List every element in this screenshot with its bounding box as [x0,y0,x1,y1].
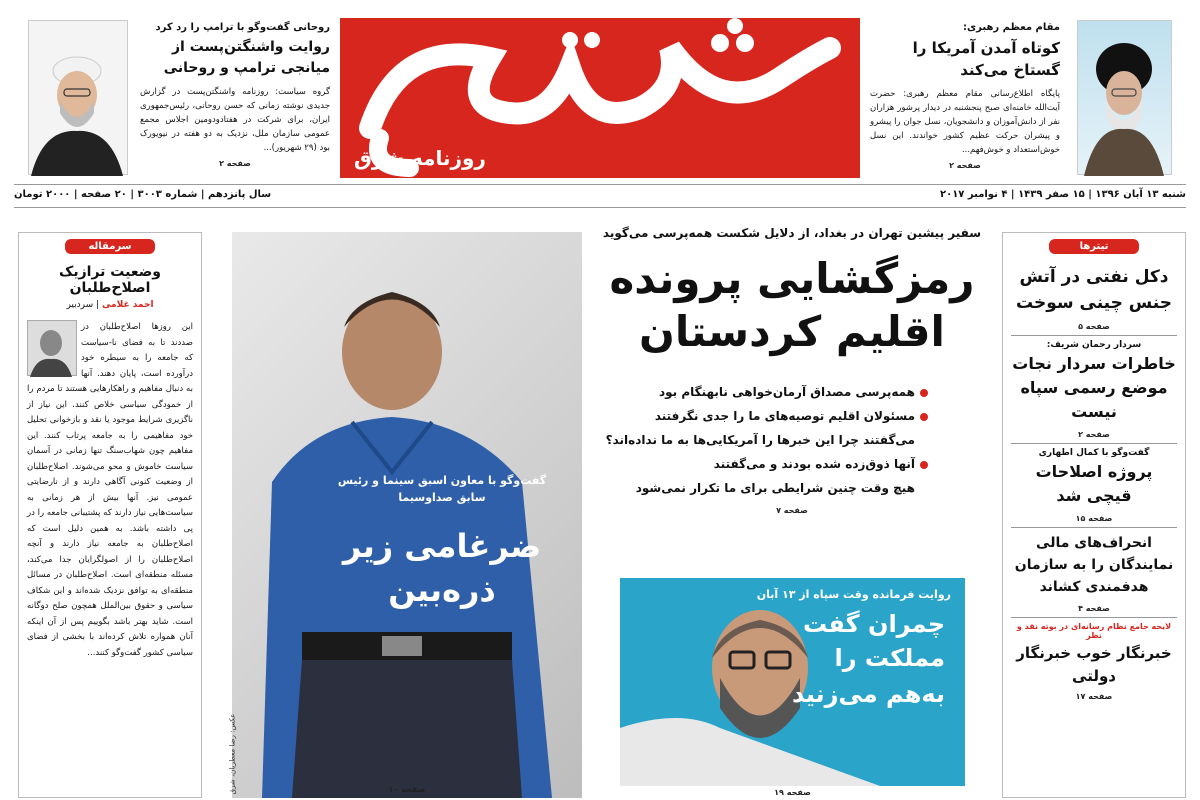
headline-title: پروژه اصلاحات قیچی شد [1035,462,1153,505]
editorial-author: احمد غلامی [101,300,154,310]
chamran-feature[interactable] [620,578,965,786]
divider [1011,617,1177,618]
headline-page: صفحه ۵ [1078,322,1110,331]
photo-feature[interactable] [228,232,582,798]
story-title: روایت واشنگتن‌پست از میانجی ترامپ و روحانی [163,39,330,76]
headline-item[interactable] [1011,532,1177,613]
leader-portrait [1077,20,1172,175]
headline-title: خبرنگار خوب خبرنگار دولتی [1016,644,1172,685]
right-masthead-story[interactable] [870,22,1060,170]
date-line: شنبه ۱۳ آبان ۱۳۹۶ | ۱۵ صفر ۱۴۳۹ | ۴ نوامبر ۲۰۱۷ [939,189,1186,200]
headline-kicker: سردار رحمان شریف: [1046,340,1142,350]
newspaper-logo [340,18,860,178]
info-bar-bottom-line [14,207,1186,208]
bullet-icon [920,461,928,469]
bullet-icon [920,413,928,421]
author-portrait [27,320,77,376]
lead-kicker: سفیر پیشین تهران در بغداد، از دلایل شکست همه‌پرسی می‌گوید [602,226,982,240]
issue-line: سال پانزدهم | شماره ۳۰۰۳ | ۲۰ صفحه | ۲۰۰۰ تومان [14,189,272,200]
lead-bullet: همه‌پرسی مصداق آرمان‌خواهی نابهنگام بود [596,380,928,404]
photo-credit: عکس: رضا معطریان، شرق [228,713,237,795]
chamran-title-3: به‌هم می‌زنید [791,680,945,708]
headline-item[interactable] [1011,340,1177,439]
divider [1011,335,1177,336]
info-bar-top-line [14,184,1186,185]
photo-page: صفحه ۱۰ [388,785,426,794]
lead-title-1: رمزگشایی پرونده [609,254,975,303]
lead-story[interactable] [596,226,988,515]
headlines-tag: تیترها [1049,239,1139,254]
logo-text: روزنامه شرق [354,146,486,170]
editorial-author-role: سردبیر [66,300,94,310]
headline-item[interactable] [1011,622,1177,701]
headline-title: دکل نفتی در آتش جنس چینی سوخت [1015,267,1172,313]
headline-item[interactable] [1011,448,1177,523]
editorial-column[interactable] [18,232,202,798]
headline-item[interactable] [1011,264,1177,331]
story-page: صفحه ۲ [949,161,981,170]
story-kicker: روحانی گفت‌وگو با ترامپ را رد کرد [155,22,330,33]
editorial-tag: سرمقاله [65,239,155,254]
story-title: کوتاه آمدن آمریکا را گستاخ می‌کند [912,39,1060,79]
headline-title: خاطرات سردار نجات موضع رسمی سپاه نیست [1012,354,1176,421]
left-masthead-story[interactable] [140,22,330,168]
masthead [0,0,1200,215]
author-separator: | [93,300,100,310]
lead-bullet-cont: می‌گفتند چرا این خبرها را آمریکایی‌ها به ما نداده‌اند؟ [605,433,915,447]
photo-title: ضرغامی زیر ذره‌بین [342,527,542,609]
divider [1011,527,1177,528]
editorial-title: وضعیت ترازیک اصلاح‌طلبان [59,264,161,296]
lead-bullet: آنها ذوق‌زده شده بودند و می‌گفتند [596,452,928,476]
headline-kicker: گفت‌وگو با کمال اطهاری [1038,448,1150,458]
headline-kicker: لایحه جامع نظام رسانه‌ای در بوته نقد و نظر [1016,622,1172,640]
headline-page: صفحه ۲ [1078,430,1110,439]
headline-title: انحراف‌های مالی نمایندگان را به سازمان هدفمندی کشاند [1014,535,1174,595]
chamran-title-2: مملکت را [834,644,945,672]
story-body: گروه سیاست: روزنامه واشنگتن‌پست در گزارش جدیدی نوشته زمانی که حسن روحانی، رئیس‌جمهوری ایران، برای شرکت در هفتادودومین اجلاس مجمع عمومی سازمان ملل، نزدیک به دو هفته در نیویورک بود (۲۹ شهریور)... [140,87,330,153]
chamran-page: صفحه ۱۹ [774,788,811,797]
man-photo [232,232,582,798]
headline-page: صفحه ۱۷ [1075,692,1113,701]
lead-page: صفحه ۷ [776,506,808,515]
story-page: صفحه ۲ [219,159,251,168]
divider [1011,443,1177,444]
lead-title-2: اقلیم کردستان [639,307,945,356]
photo-kicker: گفت‌وگو با معاون اسبق سینما و رئیس سابق صداوسیما [337,474,547,504]
chamran-kicker: روایت فرمانده وقت سپاه از ۱۳ آبان [756,588,951,601]
lead-bullets [596,380,988,500]
story-kicker: مقام معظم رهبری: [962,22,1060,33]
chamran-title-1: چمران گفت [802,610,945,638]
lead-bullet: مسئولان اقلیم توصیه‌های ما را جدی نگرفتند [596,404,928,428]
story-body: پایگاه اطلاع‌رسانی مقام معظم رهبری: حضرت آیت‌الله خامنه‌ای صبح پنجشنبه در دیدار پرشور هزاران نفر از دانش‌آموزان و دانشجویان، نسل جوان را پیشرو و پیشران حرکت عظیم کشور خواندند. این نسل خوش‌استعداد و خوش‌فهم... [870,89,1060,155]
headlines-column [1002,232,1186,798]
editorial-body: این روزها اصلاح‌طلبان در صددند تا به فضای نا-سیاست که جامعه را به سیطره خود درآورده است، پایان دهند. آنها به دنبال مفاهیم و راهکارهایی هستند تا مردم را از خمودگی سیاسی خلاص کنند. این نیاز از ناگزیری شرایط موجود یا نقد و بازخوانی تحلیل خود مفاهیمی را به جامعه پرتاب کنند. این مفاهیم چون شهاب‌سنگ تنها زمانی در آسمان سیاست خاموش و محو می‌شوند. اصلاح‌طلبان از وضعیت کنونی آگاهی دارند و از نارضایتی عمومی نیز. آنها بیش از هر زمانی به سیاست‌هایی نیاز دارند که پشتیبانی جامعه را در پی داشته باشد. به همین دلیل است که اصلاح‌طلبان به جامعه نیاز دارند و آنچه اصلاح‌طلبان را از اصولگرایان جدا می‌کند، مسئله منطقه‌ای است. اصلاح‌طلبان در مسائل منطقه‌ای به توافق نزدیک شده‌اند و این شکاف سیاسی و حقوق بین‌الملل همچون صلح دوگانه است. شاید بهتر باشد بگوییم پس از آن اینکه آنان همواره تلاش کرده‌اند با بخشی از فضای سیاسی کشور گفت‌وگو کنند... [27,322,193,658]
bullet-icon [920,389,928,397]
lead-bullet-cont: هیچ وقت چنین شرایطی برای ما تکرار نمی‌شود [635,481,915,495]
headline-page: صفحه ۱۵ [1075,514,1113,523]
president-portrait [28,20,128,175]
headline-page: صفحه ۴ [1078,604,1110,613]
